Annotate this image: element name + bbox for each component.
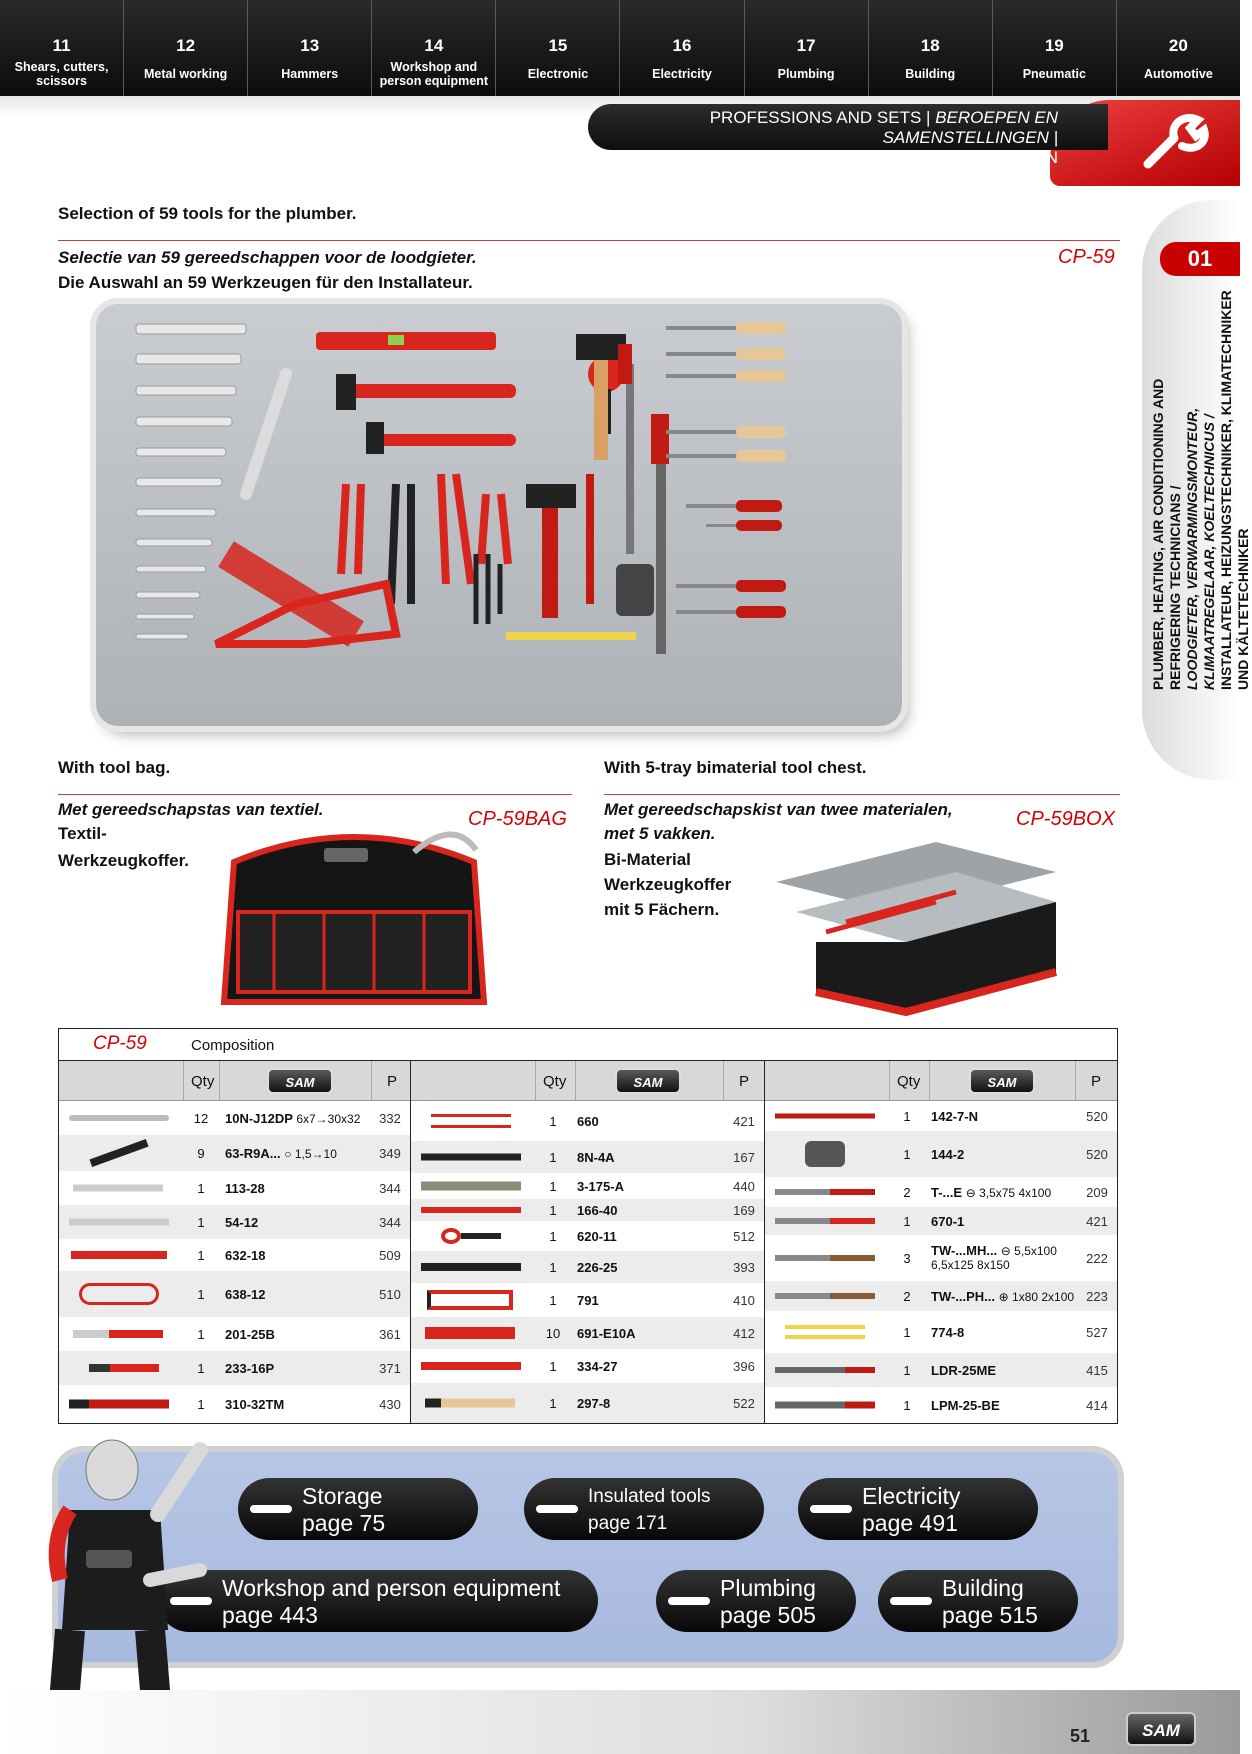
row-code-value: 201-25B [225, 1326, 275, 1342]
link-title: Plumbing [720, 1575, 816, 1601]
wood-screwdriver-icon [765, 1235, 889, 1281]
row-spec: ○ 1,5→10 [284, 1146, 337, 1161]
composition-header [59, 1029, 1117, 1061]
row-qty: 2 [903, 1184, 911, 1200]
header-divider [219, 1061, 220, 1100]
sam-logo: SAM [615, 1068, 681, 1094]
row-code [925, 1325, 1077, 1340]
row-code [219, 1146, 370, 1161]
chisel-icon [411, 1141, 535, 1173]
folding-rule-icon [765, 1311, 889, 1353]
row-spec-2: 6,5x125 8x150 [931, 1258, 1010, 1272]
qty-header: Qty [191, 1073, 215, 1090]
table-row[interactable] [59, 1205, 410, 1239]
round-file-icon [765, 1353, 889, 1387]
side-line-nl: LOODGIETER, VERWARMINGSMONTEUR, KLIMAATREGELAAR, KOELTECHNICUS / [1184, 407, 1217, 690]
row-spec: 6x7→30x32 [296, 1111, 361, 1126]
link-page: page 443 [222, 1602, 318, 1628]
row-page: 430 [379, 1396, 401, 1412]
row-page: 512 [733, 1228, 755, 1244]
row-page: 415 [1086, 1362, 1108, 1378]
link-title: Electricity [862, 1483, 961, 1509]
row-code-value: 54-12 [225, 1214, 259, 1230]
row-code-value: 334-27 [577, 1358, 618, 1374]
row-code-value: TW-...MH... [931, 1243, 998, 1258]
chapter-number: 14 [424, 36, 444, 55]
row-page: 527 [1086, 1324, 1108, 1340]
row-code-value: 8N-4A [577, 1149, 615, 1165]
dash-icon [668, 1597, 710, 1605]
row-qty: 10 [545, 1325, 561, 1341]
row-page: 440 [733, 1178, 755, 1194]
tool-chest-photo [756, 822, 1076, 1022]
row-code-value: 660 [577, 1113, 599, 1129]
link-page: page 515 [942, 1602, 1038, 1628]
table-row[interactable] [59, 1317, 410, 1351]
bag-title-de-2: Werkzeugkoffer. [58, 851, 190, 870]
chapter-tab-16[interactable] [619, 0, 743, 96]
box-divider [604, 794, 1120, 795]
box-title-de-1: Bi-Material [604, 850, 691, 869]
adjustable-wrench-icon [59, 1205, 183, 1239]
table-row[interactable] [59, 1271, 410, 1317]
table-row[interactable] [765, 1281, 1117, 1311]
side-line-en: PLUMBER, HEATING, AIR CONDITIONING AND REFRIGERING TECHNICIANS / [1150, 378, 1183, 690]
row-code [571, 1396, 724, 1411]
row-code [925, 1363, 1077, 1378]
table-row[interactable] [411, 1349, 764, 1383]
box-title-nl-2: met 5 vakken. [604, 824, 716, 843]
row-page: 167 [733, 1149, 755, 1165]
table-row[interactable] [765, 1353, 1117, 1387]
chapter-tab-17[interactable] [744, 0, 868, 96]
row-qty: 1 [549, 1259, 557, 1275]
table-row[interactable] [765, 1101, 1117, 1131]
composition-label: Composition [191, 1037, 275, 1054]
intro-title-nl: Selectie van 59 gereedschappen voor de loodgieter. [58, 248, 477, 267]
row-code [571, 1114, 724, 1129]
page-header: P [387, 1073, 398, 1090]
club-hammer-icon [411, 1383, 535, 1423]
row-qty: 1 [197, 1214, 205, 1230]
header-divider [889, 1061, 890, 1100]
screwdriver-icon [765, 1207, 889, 1235]
intro-title-en: Selection of 59 tools for the plumber. [58, 204, 357, 223]
chapter-number: 20 [1168, 36, 1188, 55]
row-code [219, 1111, 370, 1126]
row-spec: ⊕ 1x80 2x100 [998, 1289, 1075, 1304]
box-title-nl-1: Met gereedschapskist van twee materialen, [604, 800, 953, 819]
row-code [571, 1359, 724, 1374]
link-title: Workshop and person equipment [222, 1575, 561, 1601]
banner-line2-de: BERUFSGRUPPEN UND ZUSAMMENSTELLUNGEN [648, 148, 1058, 167]
intro-title-de: Die Auswahl an 59 Werkzeugen für den Installateur. [58, 273, 473, 292]
table-row[interactable] [765, 1131, 1117, 1177]
row-code-value: 113-28 [225, 1180, 265, 1196]
row-code [571, 1260, 724, 1275]
row-spec: ⊖ 5,5x100 [1000, 1244, 1057, 1258]
table-row[interactable] [411, 1283, 764, 1317]
dash-icon [810, 1505, 852, 1513]
chapter-label: Building [905, 67, 956, 82]
row-qty: 1 [197, 1360, 205, 1376]
row-page: 414 [1086, 1397, 1108, 1413]
feeler-gauge-icon [411, 1317, 535, 1349]
chapter-badge: 01 [1160, 242, 1240, 276]
row-qty: 1 [903, 1213, 911, 1229]
header-divider [371, 1061, 372, 1100]
link-title: Storage [302, 1483, 383, 1509]
page-number: 51 [1070, 1726, 1091, 1746]
chapter-tab-19[interactable] [992, 0, 1116, 96]
row-code-value: 632-18 [225, 1247, 266, 1263]
header-divider [535, 1061, 536, 1100]
row-code [571, 1293, 724, 1308]
table-row[interactable] [59, 1239, 410, 1271]
row-code-value: 310-32TM [225, 1396, 285, 1412]
screwdriver-set-icon [411, 1101, 535, 1141]
qty-header: Qty [543, 1073, 567, 1090]
column-header [411, 1061, 764, 1101]
row-qty: 1 [549, 1202, 557, 1218]
tool-set-photo [96, 304, 902, 726]
chapter-number: 11 [52, 36, 71, 55]
row-qty: 1 [549, 1395, 557, 1411]
chapter-label: Plumbing [777, 67, 835, 82]
row-code [219, 1327, 370, 1342]
row-code [571, 1203, 724, 1218]
row-qty: 12 [193, 1110, 209, 1126]
row-code-value: T-...E [931, 1184, 963, 1200]
row-qty: 9 [197, 1145, 205, 1161]
composition-column-2 [411, 1061, 765, 1423]
chapter-number: 16 [672, 36, 692, 55]
row-qty: 1 [549, 1358, 557, 1374]
link-page: page 75 [302, 1510, 386, 1536]
sam-logo: SAM [969, 1068, 1035, 1094]
banner-line1-nl: BEROEPEN EN SAMENSTELLINGEN | [882, 108, 1058, 147]
box-title-de-2: Werkzeugkoffer [604, 875, 732, 894]
row-code [219, 1248, 370, 1263]
table-row[interactable] [765, 1207, 1117, 1235]
row-qty: 1 [903, 1324, 911, 1340]
link-page: page 505 [720, 1602, 816, 1628]
chapter-tab-18[interactable] [868, 0, 992, 96]
row-code-value: 691-E10A [577, 1325, 636, 1341]
row-code [571, 1179, 724, 1194]
row-page: 332 [379, 1110, 401, 1126]
chapter-label: Workshop and person equipment [379, 60, 488, 88]
header-divider [1075, 1061, 1076, 1100]
row-page: 169 [733, 1202, 755, 1218]
dash-icon [890, 1597, 932, 1605]
pipe-cutter-icon [411, 1221, 535, 1251]
row-page: 520 [1086, 1108, 1108, 1124]
chapter-label: Pneumatic [1022, 67, 1086, 82]
dash-icon [536, 1505, 578, 1513]
row-code [571, 1150, 724, 1165]
table-row[interactable] [411, 1173, 764, 1199]
row-code [925, 1147, 1077, 1162]
water-pump-pliers-icon [59, 1317, 183, 1351]
row-page: 510 [379, 1286, 401, 1302]
chapter-number: 15 [548, 36, 568, 55]
link-electricity[interactable] [798, 1478, 1038, 1540]
qty-header: Qty [897, 1073, 921, 1090]
product-reference: CP-59 [1058, 246, 1115, 268]
row-page: 361 [379, 1326, 401, 1342]
row-qty: 1 [197, 1180, 205, 1196]
link-page: page 171 [588, 1513, 668, 1534]
row-page: 344 [379, 1180, 401, 1196]
chapter-tab-15[interactable] [495, 0, 619, 96]
row-code-value: 166-40 [577, 1202, 618, 1218]
row-qty: 1 [197, 1396, 205, 1412]
chapter-tab-13[interactable] [247, 0, 371, 96]
link-plumbing[interactable] [656, 1570, 856, 1632]
link-title: Building [942, 1575, 1024, 1601]
row-code [219, 1361, 370, 1376]
chapter-tab-14[interactable] [371, 0, 495, 96]
chapter-label: Hammers [281, 67, 339, 82]
cold-chisel-icon [765, 1101, 889, 1131]
row-page: 209 [1086, 1184, 1108, 1200]
row-code [219, 1181, 370, 1196]
composition-reference: CP-59 [93, 1033, 147, 1054]
phillips-screwdriver-icon [765, 1281, 889, 1311]
table-row[interactable] [411, 1101, 764, 1141]
hacksaw-icon [411, 1283, 535, 1317]
row-page: 349 [379, 1145, 401, 1161]
row-code-value: LDR-25ME [931, 1362, 997, 1378]
tin-snips-icon [411, 1349, 535, 1383]
chapter-tab-11[interactable] [0, 0, 123, 96]
composition-column-3 [765, 1061, 1117, 1423]
chapter-label: Electricity [652, 67, 712, 82]
intro-divider [58, 240, 1120, 241]
row-code-value: 774-8 [931, 1324, 965, 1340]
column-header [59, 1061, 410, 1101]
table-row[interactable] [411, 1317, 764, 1349]
chapter-number: 17 [796, 36, 816, 55]
chapter-number: 12 [176, 36, 196, 55]
row-code [925, 1398, 1077, 1413]
row-qty: 1 [903, 1146, 911, 1162]
table-row[interactable] [765, 1387, 1117, 1423]
sam-logo: SAM [267, 1068, 333, 1094]
row-code-value: LPM-25-BE [931, 1397, 1000, 1413]
table-row[interactable] [411, 1199, 764, 1221]
row-code [219, 1397, 370, 1412]
row-qty: 1 [903, 1108, 911, 1124]
table-row[interactable] [59, 1351, 410, 1385]
row-page: 520 [1086, 1146, 1108, 1162]
row-qty: 1 [549, 1292, 557, 1308]
row-code-value: TW-...PH... [931, 1288, 996, 1304]
chapter-label: Electronic [527, 67, 589, 82]
chapter-tab-12[interactable] [123, 0, 247, 96]
row-code-value: 144-2 [931, 1146, 965, 1162]
row-code-value: 10N-J12DP [225, 1110, 293, 1126]
header-divider [183, 1061, 184, 1100]
row-page: 222 [1086, 1250, 1108, 1266]
row-page: 421 [733, 1113, 755, 1129]
header-divider [575, 1061, 576, 1100]
row-code [219, 1215, 370, 1230]
chapter-number: 18 [920, 36, 940, 55]
bag-reference: CP-59BAG [468, 808, 567, 830]
row-qty: 3 [903, 1250, 911, 1266]
row-page: 522 [733, 1395, 755, 1411]
pincers-icon [411, 1251, 535, 1283]
row-qty: 1 [549, 1178, 557, 1194]
link-storage[interactable] [238, 1478, 478, 1540]
cutting-pliers-icon [59, 1351, 183, 1385]
row-spec: ⊖ 3,5x75 4x100 [965, 1185, 1052, 1200]
table-row[interactable] [411, 1251, 764, 1283]
tool-bag-photo [214, 822, 494, 1018]
chapter-label: Metal working [143, 67, 228, 82]
flat-screwdriver-icon [765, 1177, 889, 1207]
table-row[interactable] [765, 1235, 1117, 1281]
page-header: P [739, 1073, 750, 1090]
hex-key-icon [59, 1135, 183, 1171]
link-workshop[interactable] [158, 1570, 598, 1632]
row-page: 421 [1086, 1213, 1108, 1229]
row-code-value: 670-1 [931, 1213, 965, 1229]
box-title-de-3: mit 5 Fächern. [604, 900, 720, 919]
hand-guard-icon [765, 1131, 889, 1177]
row-code-value: 3-175-A [577, 1178, 624, 1194]
chapter-label: Shears, cutters, scissors [14, 60, 109, 88]
composition-table [58, 1028, 1118, 1424]
header-divider [723, 1061, 724, 1100]
row-code-value: 791 [577, 1292, 599, 1308]
row-code-value: 620-11 [577, 1228, 617, 1244]
row-qty: 1 [549, 1113, 557, 1129]
bag-title-en: With tool bag. [58, 758, 171, 777]
bag-divider [58, 794, 572, 795]
row-page: 396 [733, 1358, 755, 1374]
row-code [925, 1185, 1077, 1200]
row-page: 410 [733, 1292, 755, 1308]
strap-wrench-icon [59, 1271, 183, 1317]
box-reference: CP-59BOX [1016, 808, 1115, 830]
dash-icon [250, 1505, 292, 1513]
pipe-wrench-icon [59, 1171, 183, 1205]
link-title: Insulated tools [588, 1486, 711, 1507]
link-building[interactable] [878, 1570, 1078, 1632]
row-page: 371 [379, 1360, 401, 1376]
row-qty: 1 [549, 1228, 557, 1244]
table-row[interactable] [59, 1135, 410, 1171]
chapter-number: 13 [300, 36, 320, 55]
chapter-tab-20[interactable] [1116, 0, 1240, 96]
row-code [571, 1229, 724, 1244]
row-qty: 1 [903, 1362, 911, 1378]
row-page: 393 [733, 1259, 755, 1275]
sam-footer-logo: SAM [1126, 1712, 1196, 1746]
chapter-number: 19 [1044, 36, 1064, 55]
row-page: 412 [733, 1325, 755, 1341]
row-code-value: 142-7-N [931, 1108, 978, 1124]
row-qty: 1 [903, 1397, 911, 1413]
row-code [925, 1109, 1077, 1124]
link-page: page 491 [862, 1510, 958, 1536]
red-pipe-wrench-icon [59, 1239, 183, 1271]
composition-column-1 [59, 1061, 411, 1423]
row-qty: 1 [197, 1247, 205, 1263]
hammer-icon [59, 1385, 183, 1423]
row-code-value: 233-16P [225, 1360, 275, 1376]
bag-title-nl: Met gereedschapstas van textiel. [58, 800, 324, 819]
section-banner [588, 104, 1108, 167]
box-title-en: With 5-tray bimaterial tool chest. [604, 758, 867, 777]
table-row[interactable] [411, 1221, 764, 1251]
row-code-value: 226-25 [577, 1259, 618, 1275]
plumbing-wrench-icon [1140, 112, 1210, 172]
footer-band [0, 1690, 1240, 1754]
row-code [925, 1289, 1077, 1304]
row-code [925, 1244, 1077, 1272]
tool-set-illustration [96, 304, 902, 726]
page-header: P [1091, 1073, 1102, 1090]
row-code-value: 63-R9A... [225, 1145, 281, 1161]
bag-title-de-1: Textil- [58, 824, 107, 843]
row-page: 223 [1086, 1288, 1108, 1304]
row-page: 509 [379, 1247, 401, 1263]
row-code-value: 297-8 [577, 1395, 611, 1411]
table-row[interactable] [765, 1311, 1117, 1353]
row-qty: 1 [549, 1149, 557, 1165]
row-code-value: 638-12 [225, 1286, 266, 1302]
table-row[interactable] [411, 1383, 764, 1423]
table-row[interactable] [59, 1385, 410, 1423]
row-qty: 1 [197, 1326, 205, 1342]
row-code [925, 1214, 1077, 1229]
chapter-navigation [0, 0, 1240, 96]
column-header [765, 1061, 1117, 1101]
flat-file-icon [765, 1387, 889, 1423]
table-row[interactable] [765, 1177, 1117, 1207]
file-icon [411, 1173, 535, 1199]
link-insulated-tools[interactable] [524, 1478, 764, 1540]
row-qty: 1 [197, 1286, 205, 1302]
spanner-icon [59, 1101, 183, 1135]
row-code [571, 1326, 724, 1341]
table-row[interactable] [411, 1141, 764, 1173]
row-qty: 2 [903, 1288, 911, 1304]
table-row[interactable] [59, 1171, 410, 1205]
table-row[interactable] [59, 1101, 410, 1135]
cross-reference-panel [58, 1452, 1118, 1662]
row-code [219, 1287, 370, 1302]
row-page: 344 [379, 1214, 401, 1230]
side-professions-text [1150, 290, 1251, 690]
spirit-level-icon [411, 1199, 535, 1221]
side-line-de: INSTALLATEUR, HEIZUNGSTECHNIKER, KLIMATECHNIKER UND KÄLTETECHNIKER [1218, 290, 1251, 690]
chapter-label: Automotive [1144, 67, 1213, 82]
header-divider [929, 1061, 930, 1100]
banner-line1-en: PROFESSIONS AND SETS | [709, 108, 936, 127]
